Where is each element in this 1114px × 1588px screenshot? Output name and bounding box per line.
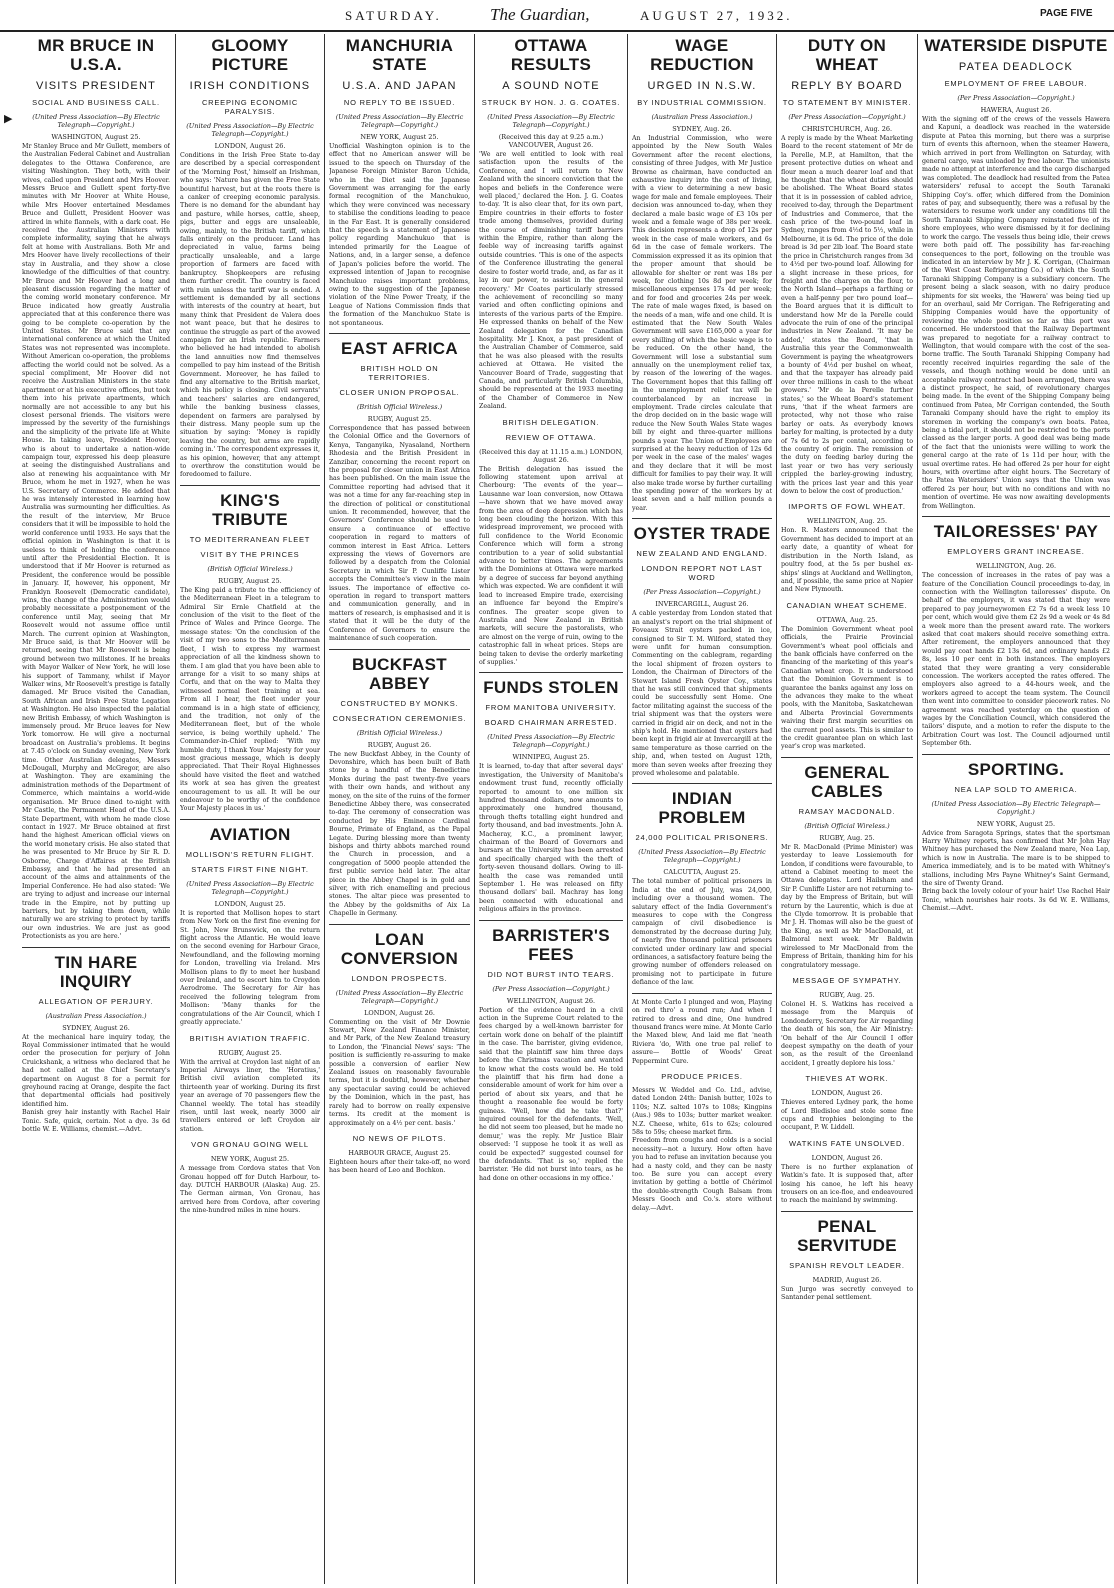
article-gloomy-picture [180, 36, 320, 480]
article-dateline: RUGBY, August 26. [367, 740, 432, 749]
article-source: (United Press Association—By Electric Telegraph—Copyright.) [335, 988, 464, 1005]
section-divider [180, 485, 320, 486]
article-subheading: STRUCK BY HON. J. G. COATES. [481, 98, 621, 107]
section-divider [781, 757, 913, 758]
advertisement: Freedom from coughs and colds is a social necessity—not a luxury. How often have you had to refuse an invitation because you had a nasty cold, and they can be nasty too. Be sure you can accept every invitation by getting a bottle of Chérimol the double-strength Cough Balsam from Messrs Gooch and Co.'s. store without delay.—Advt. [632, 1137, 772, 1212]
article-body: Hon. R. Masters announced that the Government has decided to import at an early date, a quantity of wheat for distribution in the North Island, as poultry food, at the 5s per bushel ex-ships' slings at Auckland and Wellington, and, if possible, the same price at Napier and New Plymouth. [781, 527, 913, 594]
article-headline: TIN HARE INQUIRY [54, 952, 138, 991]
article-body: With the signing off of the crews of the vessels Hawera and Kapuni, a deadlock was reached in the waterside dispute at Patea this morning, but there was a surprise turn of events this afternoon, when the steamer Hawera, which arrived in port from Wellington on Saturday, with general cargo, was unloaded by free labour. The unionists made no attempt at interference and the cargo discharged was completed. The deadlock had resulted from the Patea watersiders' refusal to accept the South Taranaki Shipping Coy's. offer, which differed from the Dominion rates of pay, and subsequently, there was a refusal by the watersiders to resume work under any conditions till the South Taranaki Shipping Company reinstated five of its shore employees, who were dismissed by it for declining to work the cargo. The vessels thus being idle, their crews were both paid off. The possibility has far-reaching consequences to the port, following on the trouble was indicated in an interview by Mr J. K. Corrigan, (Chairman of the West Coast Refrigerating Co.) of which the South Taranaki Shipping Company is a subsidiary concern. The present being a slack season, with no dairy produce shipments for six weeks, the 'Hawera' was being tied up for an overhaul, said Mr Corrigan. The Refrigerating and Shipping Companies would have the opportunity of reviewing the whole position so far as this port was concerned. He understood that the Railway Department was prepared to negotiate for a railway contract to Wellington, that would compare with the cost of the sea-borne traffic. The South Taranaki Shipping Company had recently received inquiries regarding the sale of the vessels, and though nothing would be done until an acceptable railway contract had been arranged, there was a distinct prospect, he said, of revolutionary charges being made. In the event of the Shipping Company being continued from Patea, Mr Corrigan contended, the South Taranaki Company should have the right to employ its storemen in working the company's own boats. Patea, being a tidal port, it should not be restricted to the ports classed as the larger ports. A good deal was being made of the fact that the unionists were willing to work the general cargo at the rate of 1s 11d per hour, with the usual overtime rates. He had offered 2s per hour for eight hours, with overtime after eight hours. The Secretary of the Patea Watersiders' Union says that the Union was offered 2s per hour, but with no conditions and with no mention of overtime. He was now awaiting developments from Wellington. [922, 116, 1110, 510]
article-dateline: MADRID, August 26. [812, 1275, 882, 1284]
article-subheading: NO REPLY TO BE ISSUED. [343, 98, 456, 107]
article-subheading: CANADIAN WHEAT SCHEME. [786, 600, 908, 610]
article-body: The new Buckfast Abbey, in the County of Devonshire, which has been built of Bath stone by a handful of the Benedictine Monks during the past twenty-five years with their own hands, and without any money, on the site of the ruins of the former Benedictine Abbey there, was consecrated to-day. The ceremony of consecration was conducted by His Eminence Cardinal Bourne, Primate of England, as the Papal Legate. During blessing more than twenty bishops and thirty abbots marched round the Church in procession, and a congregation of 5000 people attended the first public service held later. The altar piece in the Abbey Chapel is in gold and silver, with rich enamelling and precious stones. The altar piece was presented to the Abbey by the goldsmiths of Aix La Chapelle in Germany. [329, 750, 470, 918]
article-subheading: SOCIAL AND BUSINESS CALL. [32, 98, 160, 107]
article-subheading: REVIEW OF OTTAWA. [505, 432, 597, 442]
article-dateline: NEW YORK, August 25. [976, 819, 1056, 828]
article-dateline: WASHINGTON, August 25. [51, 133, 141, 141]
article-dateline: LONDON, August 25. [214, 899, 286, 908]
column-rule [175, 34, 176, 1584]
article-source: (United Press Association—By Electric Telegraph—Copyright.) [32, 113, 160, 129]
article-subheading: NEW ZEALAND AND ENGLAND. [636, 549, 768, 559]
article-subheading: LONDON REPORT NOT LAST WORD [641, 564, 763, 583]
article-body: Messrs W. Weddel and Co. Ltd., advise, dated London 24th: Danish butter, 102s to 110s; N.Z. salted 107s to 108s; Kingpins (Aus.) 98s to 103s; butter market weaker. N.Z. Cheese, white, 61s to 62s; coloured 58s to 59s; cheese market firm. [632, 1086, 772, 1136]
article-source: (Per Press Association—Copyright.) [643, 588, 761, 597]
article-source: (Per Press Association—Copyright.) [788, 113, 906, 121]
article-dateline: RUGBY, Aug. 25. [819, 990, 875, 999]
article-source: (Australian Press Association.) [651, 113, 753, 121]
article-source: (British Official Wireless.) [207, 564, 293, 573]
article-dateline: (Received this day at 9.25 a.m.) VANCOUVER, August 26. [498, 133, 604, 149]
article-dateline: LONDON, August 26. [811, 1153, 883, 1162]
article-subheading: CLOSER UNION PROPOSAL. [339, 387, 460, 397]
article-subheading: TO MEDITERRANEAN FLEET [189, 534, 311, 544]
advertisement: Banish grey hair instantly with Rachel Hair Tonic. Safe, quick, certain. Not a dye. 3s 6d bottle W. E. Williams, chemist.—Advt. [22, 1109, 170, 1134]
article-dateline: (Received this day at 11.15 a.m.) LONDON, August 26. [479, 447, 623, 464]
article-subheading: CREEPING ECONOMIC PARALYSIS. [201, 98, 299, 116]
article-subheading: REPLY BY BOARD [791, 80, 903, 92]
article-dateline: SYDNEY, August 26. [62, 1023, 130, 1032]
article-dateline: LONDON, August 26. [214, 142, 286, 150]
article-dateline: HARBOUR GRACE, August 25. [348, 1148, 451, 1157]
article-dateline: LONDON, August 26. [811, 1089, 883, 1098]
section-divider [329, 924, 470, 925]
section-divider [632, 783, 772, 784]
article-sporting [922, 760, 1110, 914]
article-dateline: WELLINGTON, August 26. [506, 996, 596, 1005]
article-subheading: NO NEWS OF PILOTS. [352, 1133, 447, 1143]
article-body: An Industrial Commission, who were appointed by the New South Wales Government after the recent elections, consisting of three Judges, with Mr Justice Browne as chairman, have conducted an exhaustive inquiry into the cost of living, with a view to determining a new basic wage for male and female employees. Their decision was announced to-day, when they declared a male basic wage of £3 10s per week and a female wage of 38s per week. This decision represents a drop of 12s per week in the case of male workers, and 6s 6d in the case of female workers. The Commission expressed it as its opinion that the proper amount that should be allowable for shelter or rent was 18s per week, for clothing 10s 8d per week; for miscellaneous expenses 17s 4d per week; and for food and groceries 24s per week. The rate of male wages fixed, is based on the needs of a man, wife and one child. It is estimated that the New South Wales Government will save £165,000 a year for every shilling of which the basic wage is to be reduced. On the other hand, the Government will lose a substantial sum annually on the unemployment relief tax, by reason of the lowering of the wages. The Government hopes that this falling off in the unemployment relief tax will be counterbalanced by an increase in employment. Trade circles calculate that the drop decided on in the basic wage will reduce the New South Wales State wages bill by eight and three-quarter millions pounds a year. The Union of Employees are surprised at the heavy reduction of 12s 6d per week in the case of the males' wages and they declare that it will be most difficult for families to pay their way. It will also make trade worse by further curtailing the spending power of the workers by at least seven and a half million pounds a year. [632, 135, 772, 512]
article-dateline: INVERCARGILL, August 26. [655, 600, 749, 609]
article-subheading: URGED IN N.S.W. [647, 80, 757, 92]
article-body: Advice from Saragota Springs, states that the sportsman Harry Whitney reports, has confirmed that Mr John Hay Whitney has purchased the New Zealand mare, Nea Lap, which is now in Australia. The mare is to be shipped to America immediately, and is to be mated with Whitney's stallions, including Mrs Payne Whitney's Saint Germand, the sire of Twenty Grand. [922, 829, 1110, 888]
section-divider [329, 649, 470, 650]
article-bruce-usa [22, 36, 170, 942]
section-divider [922, 754, 1110, 755]
article-body: There is no further explanation of Watkin's fate. It is supposed that, after losing his canoe, he left his heavy trousers on an ice-floe, and endeavoured to reach the mainland by swimming. [781, 1163, 913, 1205]
article-body: It is learned, to-day that after several days' investigation, the University of Manitoba's endowment trust fund, recently officially reported to amount to one million six hundred thousand dollars, now amounts to approximately one hundred thousand, through thefts totalling eight hundred and forty thousand, and bad investments. John A. Macheray, K.C., a prominent lawyer, chairman of the Board of Governors and bursars at the University has been arrested and specifically charged with the theft of forty-seven thousand dollars. Owing to ill-health the case was remanded until September 1. He was released on fifty thousand dollars' bail. Machray has long been connected with educational and religious affairs in the province. [479, 763, 623, 914]
article-subheading: U.S.A. AND JAPAN [342, 80, 457, 92]
section-divider [180, 819, 320, 820]
article-headline: WAGE REDUCTION [650, 36, 754, 74]
article-aviation [180, 825, 320, 1216]
column-6 [781, 34, 913, 1582]
article-dateline: RUGBY, August 25. [218, 1048, 282, 1057]
article-subheading: CONSECRATION CEREMONIES. [332, 713, 467, 723]
masthead-date: AUGUST 27, 1932. [640, 8, 793, 23]
article-headline: DUTY ON WHEAT [807, 36, 887, 74]
section-divider [22, 947, 170, 948]
article-general-cables [781, 763, 913, 1206]
article-headline: BARRISTER'S FEES [492, 925, 610, 964]
article-dateline: RUGBY, Aug. 25. [819, 833, 875, 842]
section-divider [922, 516, 1110, 517]
margin-pointer-icon: ▶ [4, 112, 13, 125]
article-dateline: OTTAWA, Aug. 25. [816, 615, 878, 624]
article-headline: GLOOMY PICTURE [211, 36, 289, 74]
article-subheading: IRISH CONDITIONS [189, 80, 311, 92]
article-subheading: WATKINS FATE UNSOLVED. [788, 1138, 906, 1148]
article-body: The British delegation has issued the following statement upon arrival at Cherbourg: 'The events of the year—Lausanne war loan conversion, now Ottawa—have shown that we have moved away from the area of deep depression which has long been clouding the horizon. With this widespread improvement, we proceed with full confidence to the World Economic Conference which will form a strong contribution to a year of solid substantial advance to better times. The agreements with the Dominions at Ottawa were marked by a degree of success far beyond anything which was expected. We are confident it will lead to increased Empire trade, exercising an influence far beyond the Empire's confines. The greater scope given to Australia and New Zealand in British markets, will secure the pastoralists, who are almost on the verge of ruin, owing to the catastrophic fall in wheat prices. Steps are being taken to devise the orderly marketing of supplies.' [479, 465, 623, 666]
article-body: Mr R. MacDonald (Prime Minister) was yesterday to leave Lossiemouth for London, if conditions were favourable, to attend a Cabinet meeting to meet the Ottawa delegates. Lord Hailsham and Sir P. Cunliffe Lister are not returning to-day by the Empress of Britain, but will return by the Laurentic, which is due at the Clyde tomorrow. It is probable that Mr J. H. Thomas will also be the guest of the King, as well as Mr MacDonald, at Balmoral next week. Mr Baldwin wirelessed to Mr MacDonald from the Empress of Britain, thanking him for his congratulatory message. [781, 843, 913, 969]
article-loan-conversion [329, 930, 470, 1176]
article-body: Portion of the evidence heard in a civil action in the Supreme Court related to the fees charged by a well-known barrister for certain work done on behalf of the plaintiff in the case. The barrister, giving evidence, said that the plaintiff saw him three days before the Christmas vacation and wanted to know what the costs would be. He told the plaintiff that his firm had done a considerable amount of work for him over a period of about six years, and that he thought a reasonable fee would be forty guineas. 'Well, how did he take that?' inquired counsel for the defendants. 'Well, he did not seem too pleased, but he made no demur,' was the reply. Mr Justice Blair observed: 'I suppose he took it as well as could be expected?' suggested counsel for the defendants. 'That is so,' replied the barrister. 'He did not burst into tears, as he had done on other occasions in my office.' [479, 1006, 623, 1182]
article-subheading: FROM MANITOBA UNIVERSITY. [485, 703, 617, 713]
newspaper-title: The Guardian, [490, 5, 590, 24]
article-source: (British Official Wireless.) [804, 821, 890, 830]
article-duty-on-wheat [781, 36, 913, 752]
article-dateline: WELLINGTON, Aug. 25. [806, 517, 888, 526]
article-manchuria [329, 36, 470, 328]
section-divider [479, 672, 623, 673]
article-subheading: ALLEGATION OF PERJURY. [38, 996, 154, 1006]
article-headline: AVIATION [209, 824, 291, 844]
article-penal-servitude [781, 1217, 913, 1303]
article-subheading: LONDON PROSPECTS. [351, 973, 448, 983]
article-body: The total number of political prisoners in India at the end of July, was 24,000, including over a thousand women. The salutary effect of the India Government's measures to cope with the Congress campaign of civil disobedience is demonstrated by the decrease during July, of nearly five thousand political prisoners convicted under ordinary law and special ordinances, a satisfactory feature being the growing number of offenders released on promising not to participate in future defiance of the law. [632, 878, 772, 987]
article-subheading: VISITS PRESIDENT [35, 80, 157, 92]
article-subheading: IMPORTS OF FOWL WHEAT. [788, 502, 906, 512]
article-headline: FUNDS STOLEN [483, 678, 619, 698]
article-body: 'We are well entitled to look with real satisfaction upon the results of the Conference, and I will return to New Zealand with the sincere conviction that the hopes and beliefs in the Conference were well placed,' declared the Hon. J. G. Coates to-day. 'It is also clear that, for its own part, Empire countries in their efforts to foster trade among themselves, provided during the course of diminishing tariff barriers within the Empire, rather than along the feeble way of increasing tariffs against outside countries. 'This is one of the aspects of the Conference illustrating the general desire to foster world trade, and, as far as it lay in our power, to assist in the general recovery.' Mr Coates particularly stressed the achievement of reconciling so many varied and often conflicting opinions and interests of the various parts of the Empire. He expressed thanks on behalf of the New Zealand delegation for the Canadian hospitality. Mr J. Knox, a past president of the Australian Chamber of Commerce, said that he was also pleased with the results achieved at Ottawa. He visited the Vancouver Board of Trade, suggesting that Canada, and particularly British Columbia, should be represented at the 1933 meeting of the Chamber of Commerce in New Zealand. [479, 151, 623, 411]
article-source: (Per Press Association—Copyright.) [957, 94, 1075, 102]
article-subheading: 24,000 POLITICAL PRISONERS. [635, 833, 769, 843]
column-1 [22, 34, 170, 1582]
article-body: Colonel H. S. Watkins has received a message from the Marquis of Londonderry, Secretary for Air regarding the death of his son, the Air Ministry: 'On behalf of the Air Council I offer deepest sympathy on the death of your son, as the result of the Greenland accident, I greatly deplore his loss.' [781, 1000, 913, 1067]
section-divider [329, 333, 470, 334]
article-headline: MR BRUCE IN U.S.A. [37, 36, 155, 74]
article-indian-problem [632, 789, 772, 1213]
article-subheading: DID NOT BURST INTO TEARS. [487, 969, 615, 979]
article-body: The King paid a tribute to the efficiency of the Mediterranean Fleet in a telegram to Admiral Sir Ernle Chatfield at the conclusion of the visit to the fleet of the Prince of Wales and Prince George. The message states: 'On the conclusion of the visit of my two sons to the Mediterranean fleet, I wish to express my warmest appreciation of all the kindness shown to them. I am glad that you have been able to arrange for a visit to so many ships at Corfu, and that on the way to Malta they witnessed normal fleet training at sea. From all I hear, the fleet under your command is in a high state of efficiency, and the tradition, not only of the Mediterranean fleet, but of the whole service, is being worthily upheld.' The Commander-in-Chief replied: 'With my humble duty, I thank Your Majesty for your most gracious message, which is deeply appreciated. That Their Royal Highnesses should have visited the fleet and watched its work at sea has given the greatest encouragement to us all. It will be our endeavour to be worthy of the confidence Your Majesty places in us.' [180, 586, 320, 813]
article-headline: MANCHURIA STATE [345, 36, 454, 74]
article-body: A reply is made by the Wheat Marketing Board to the recent statement of Mr de la Perelle, M.P., at Hamilton, that the present protective duties on wheat and flour mean a much dearer loaf and that he thought that the wheat duties should be abolished. The Wheat Board states that it is in possession of cabled advice, received to-day, through the Department of Industries and Commerce, that the cash price of the two-pound loaf in Sydney, ranges from 4½d to 5½, while in Melbourne, it is 6d. The price of the dole bread is 3d per 2lb loaf. The Board state the price in Christchurch ranges from 3d to 4½d per two-pound loaf. Allowing for a slight increase in these prices, for freight and the charges on the flour, to the North Island—perhaps a farthing or even a half-penny per two pound loaf—the Board argues that it is difficult to understand how Mr de la Perelle could advocate the ruin of one of the principal industries in New Zealand. 'It may be added,' states the Board, 'that in Australia this year the Commonwealth Government is paying the wheatgrowers a bounty of 4½d per bushel on wheat, and that the taxpayer has already paid over three millions in cash to the wheat growers.' 'Mr de la Perelle further states,' so the Wheat Board's statement runs, 'that if the wheat farmers are protected, why not those who raise barley or oats. As everybody knows barley for malting, is protected by a duty of 7s 6d to 2s per cental, according to the country of origin. The remission of the duty on feeding barley during the last year or two has very seriously crippled the barley-growing industry, with the prices last year and this year down to below the cost of production.' [781, 135, 913, 496]
column-rule [776, 34, 777, 1584]
article-dateline: CHRISTCHURCH, Aug. 26. [801, 125, 893, 133]
article-funds-stolen [479, 678, 623, 914]
advertisement: Bring back the lovely colour of your hair! Use Rachel Hair Tonic, which nourishes hair roots. 3s 6d W. E. Williams, Chemist.—Advt. [922, 888, 1110, 913]
article-subheading: BRITISH AVIATION TRAFFIC. [189, 1033, 311, 1043]
article-subheading: MOLLISON'S RETURN FLIGHT. [185, 849, 315, 859]
article-headline: LOAN CONVERSION [340, 929, 459, 968]
article-headline: OYSTER TRADE [633, 524, 771, 544]
article-body: It is reported that Mollison hopes to start from New York on the first fine evening for St. John, New Brunswick, on the return flight across the Atlantic. He would leave on the second evening for Harbour Grace, Newfoundland, and the following morning for London, travelling via Ireland. Mrs Mollison plans to fly to meet her husband over Ireland, and to escort him to Croydon Aerodrome. The Secretary for Air has received the following telegram from Mollison: 'Many thanks for the congratulations of the Air Council, which I greatly appreciate.' [180, 909, 320, 1027]
section-divider [632, 993, 772, 994]
article-subheading: BRITISH DELEGATION. [502, 417, 600, 427]
article-dateline: NEW YORK, August 25. [360, 133, 439, 141]
article-headline: INDIAN PROBLEM [658, 789, 746, 828]
article-headline: BUCKFAST ABBEY [352, 654, 447, 693]
article-source: (United Press Association—By Electric Telegraph—Copyright.) [186, 122, 314, 138]
column-3 [329, 34, 470, 1582]
article-subheading: EMPLOYMENT OF FREE LABOUR. [944, 79, 1088, 88]
column-5 [632, 34, 772, 1582]
page-number: PAGE FIVE [1040, 8, 1093, 19]
article-body: Eighteen hours after their take-off, no word has been heard of Leo and Bochkon. [329, 1158, 470, 1175]
article-subheading: SPANISH REVOLT LEADER. [789, 1260, 905, 1270]
column-rule [917, 34, 918, 1584]
article-body: The Dominion Government wheat pool officials, the Prairie Provincial Government's wheat pool officials and the bank officials have conferred on the financing of the marketing of this year's Canadian wheat crop. It is understood that the Dominion Government is to guarantee the banks against any loss on the advances they make to the wheat pools, with the Manitoba, Saskatchewan and Alberta Provincial Governments waiving their first margin securities on the current pool assets. This is similar to the credit guarantee plan on which last year's crop was marketed. [781, 625, 913, 751]
article-headline: WATERSIDE DISPUTE [924, 36, 1108, 55]
article-body: At the mechanical hare inquiry today, the Royal Commissioner intimated that he would order the prosecution for perjury of John Cruickshank, a witness who declared that he had not called at the Chief Secretary's department on August 8 for a permit for greyhound racing at Orange, despite the fact that departmental officials had positively identified him. [22, 1033, 170, 1108]
article-subheading: TO STATEMENT BY MINISTER. [782, 98, 912, 107]
article-source: (United Press Association—By Electric Telegraph—Copyright.) [487, 113, 615, 129]
article-source: (Per Press Association—Copyright.) [492, 984, 610, 993]
article-buckfast-abbey [329, 655, 470, 919]
article-source: (United Press Association—By Electric Telegraph—Copyright.) [186, 879, 314, 896]
article-body: With the arrival at Croydon last night of an Imperial Airways liner, the 'Horatius,' British civil aviation completed its thirteenth year of working. During its first year an average of 70 passengers flew the Channel weekly. The total has steadily risen, until last week, nearly 3000 air travellers entered or left Croydon air station. [180, 1058, 320, 1133]
article-subheading: BY INDUSTRIAL COMMISSION. [637, 98, 767, 107]
article-headline: PENAL SERVITUDE [797, 1216, 897, 1255]
advertisement-verse: At Monte Carlo I plunged and won, Playing on red thro' a round run; And when I retired to dress and dine, One hundred thousand francs were mine. At Monte Carlo the Maxed blew, And laid me flat 'neath Riviera 'do, With one true pal relief to assure— Bottle of Woods' Great Peppermint Cure. [632, 998, 772, 1065]
article-kings-tribute [180, 491, 320, 814]
column-7 [922, 34, 1110, 1582]
article-subheading: RAMSAY MACDONALD. [798, 806, 896, 816]
article-source: (United Press Association—By Electric Telegraph—Copyright.) [487, 733, 615, 750]
article-body: Unofficial Washington opinion is to the effect that no American answer will be issued to the speech on Thursday of the Japanese Foreign Minister Baron Uchida, who in the Diet said the Japanese Government was arranging for the early formal recognition of the Manchukuo, which they were convinced was necessary to stabilise the conditions leading to peace in the Far East. It is generally considered that the speech is a statement of Japanese policy regarding Manchukuo that is intended primarily for the League of Nations, and, in a larger sense, a defence of Japan's policies before the world. The expressed intention of Japan to recognise Manchukuo raises important problems, owing to the suggestion of the Japanese violation of the Nine Power Treaty, if the League of Nations Commission finds that the formation of the Manchukuo State is not spontaneous. [329, 143, 470, 327]
article-east-africa [329, 339, 470, 644]
article-source: (British Official Wireless.) [356, 728, 443, 737]
article-tailoresses-pay [922, 522, 1110, 749]
masthead-day: SATURDAY. [345, 8, 442, 23]
article-subheading: NEA LAP SOLD TO AMERICA. [954, 784, 1078, 794]
article-body: Commenting on the visit of Mr Downie Stewart, New Zealand Finance Minister, and Mr Park, of the New Zealand treasury to London, the 'Financial News' says: 'The position is sufficiently re-assuring to make possible a conversion of earlier New Zealand issues on reasonably favourable terms, but it is doubtful, however, whether any spectacular saving could be achieved by the Dominion, which in the past, has rarely had to borrow on really expensive terms. Its credit at the moment is approximately on a 4½ per cent. basis.' [329, 1018, 470, 1127]
article-body: Mr Stanley Bruce and Mr Gullett, members of the Australian Federal Cabinet and Australian delegates to the Ottawa Conference, are visiting Washington. They both, with their wives, called upon President and Mrs Hoover. Messrs Bruce and Gullett spent forty-five minutes with Mr Hoover at White House, while Mrs Hoover entertained Mesdames Bruce and Gullett, President Hoover was attired in white flannels, with a dark coat. He received the Australian Ministers with complete informality, saying that he always felt at home with Australians. Both Mr and Mrs Hoover have lively recollections of their stay in Australia, and they show a close knowledge of the difficulties of that country. Mr Bruce and Mr Hoover had a long and pleasant discussion regarding the matter of the coming world monetary conference. Mr Bruce indicated how greatly Australia appreciated that at this conference there was going to be complete co-operation by the United States. Mr Bruce said that any international conference at which the United States was not represented was incomplete. Without American co-operation, the problems affecting the world could not be solved. As a special compliment, Mr Hoover did not receive the Australian Ministers in the state apartment or at his executive offices, but took them into his private apartments, which normally are not accessible to any but his closest personal friends. The visitors were impressed by the severity of the furnishings and the simplicity of the private life at White House. In taking leave, President Hoover, who is about to undertake a nation-wide campaign tour, expressed his deep pleasure at seeing the distinguished Australians and also at renewing his acquaintance with Mr Bruce, whom he met in 1927, when he was U.S. Secretary of Commerce. He added that he was intensely interested in learning how Australia was surmounting her difficulties. As the result of the interview, Mr Bruce considers that it will be impossible to hold the world conference until 1933. He says that the official opinion in Washington is that it is useless to think of holding the conference until after the Presidential Election. It is understood that if Mr Hoover is returned as President, the conference would be possible in January. If, however, his opponent, Mr Franklyn Roosevelt (Democratic candidate), wins, the change of the Administration would probably necessitate a postponement of the conference until May, seeing that Mr Roosevelt would not assume office until March. The current opinion at Washington, Mr Bruce said, is that Mr Hoover will be returned, seeing that Mr Roosevelt is being ground between two millstones. If he breaks with Mayor Walker of New York, he will lose his support of Tammany, whilst if Mayor Walker wins, Mr Roosevelt's prestige is fatally damaged. Mr Bruce visited the Canadian, South African and Irish Free State Legation at Washington. He also inspected the palatial new British Embassy, of which Washington is immensely proud. Mr Bruce leaves for New York tomorrow. He will give a nocturnal broadcast on Australia's problems. It begins at 7.45 o'clock on Sunday evening, New York time. Other Australian delegates, Messrs McDougall, Murphy and McGregor, are also at Washington. They are examining the administration methods of the Department of Commerce, which maintains a world-wide organisation. Mr Bruce dined to-night with Mr Castle, the Permanent Head of the U.S.A. State Department, with whom he made close contact in 1927. Mr Bruce obtained at first hand the highest American official views on the world monetary crisis. He also stated that he was presented to Mr Bruce by Sir R. D. Osborne, Charge d'Affaires at the British Embassy, and that he had presented an account of the aims and attainments of the Imperial Conference. He had also stated: 'We are trying to adjust and increase our internal trade in the Empire, not by putting up barriers, but by taking them down, while naturally we are striving to protect by tariffs our own industries. We are just as good Protectionists as you are here.' [22, 143, 170, 941]
column-2 [180, 34, 320, 1582]
article-oyster-trade [632, 524, 772, 778]
section-divider [781, 1211, 913, 1212]
article-waterside-dispute [922, 36, 1110, 511]
article-body: The concession of increases in the rates of pay was a feature of the Conciliation Council proceedings to-day, in connection with the Wellington tailoresses' dispute. On behalf of the employers, it was stated that they were prepared to pay journeywomen £2 7s 6d a week less 10 per cent, which would give them £2 2s 9d a week or 4s 8d a week more than the present award rate. The workers asked that coat makers should receive something extra. After retirement, the employers announced that they would pay coat hands £2 13s 6d, and ordinary hands £2 8s, less 10 per cent in both instances. The employers stated that they were granting a very considerable concession. The workers accepted the rates offered. The employers also agreed to a 44-hours week, and the workers agreed to accept the team system. The Council then went into committee to consider piecework rates. No agreement was reached yesterday on the question of wages by the Conciliation Council, which considered the tailors' dispute, and a motion to refer the dispute to the Arbitration Court was lost. The Council adjourned until September 6th. [922, 572, 1110, 748]
article-dateline: WELLINGTON, Aug. 26. [975, 562, 1057, 571]
column-rule [324, 34, 325, 1584]
article-tin-hare [22, 953, 170, 1135]
article-dateline: RUGBY, August 25. [218, 576, 282, 585]
article-subheading: THIEVES AT WORK. [805, 1074, 889, 1084]
article-headline: SPORTING. [967, 759, 1065, 779]
article-headline: EAST AFRICA [341, 338, 458, 358]
article-dateline: NEW YORK, August 25. [210, 1155, 290, 1164]
section-divider [479, 920, 623, 921]
article-source: (Australian Press Association.) [45, 1011, 147, 1020]
article-source: (United Press Association—By Electric Telegraph—Copyright.) [335, 113, 464, 129]
article-subheading: A SOUND NOTE [502, 80, 600, 92]
article-subheading: BRITISH HOLD ON TERRITORIES. [360, 363, 439, 382]
article-dateline: CALCUTTA, August 25. [663, 868, 741, 877]
column-4 [479, 34, 623, 1582]
article-subheading: VISIT BY THE PRINCES [200, 549, 300, 559]
article-dateline: SYDNEY, Aug. 26. [672, 125, 732, 133]
article-body: Correspondence that has passed between the Colonial Office and the Governors of Kenya, Tanganyika, Nyasaland, Northern Rhodesia and the British President in Zanzibar, concerning the recent report on the proposal for closer union in East Africa has been published. On the main issue the Committee reporting had advised that it was not a time for any far-reaching step in the direction of political or constitutional union. It recommended, however, that the Governors' Conference should be used to ensure a continuance of effective cooperation in regard to matters of common interest in East Africa. Letters expressing the views of Governors are followed by a despatch from the Colonial Secretary in which Sir P. Cunliffe Lister accepts the Committee's view in the main issues. The importance of effective co-operation in regard to transport matters and communication generally, and in matters of research, is emphasised and it is stated that it will be the duty of the Conference of Governors to ensure the maintenance of such cooperation. [329, 424, 470, 643]
article-subheading: MESSAGE OF SYMPATHY. [792, 975, 902, 985]
article-dateline: RUGBY, August 25. [367, 414, 432, 423]
article-subheading: PATEA DEADLOCK [958, 61, 1074, 73]
article-subheading: EMPLOYERS GRANT INCREASE. [947, 547, 1085, 557]
article-subheading: VON GRONAU GOING WELL [191, 1140, 309, 1150]
article-body: A message from Cordova states that Von Gronau hopped off for Dutch Harbour, to-day. DUTCH HARBOUR (Alaska) Aug. 25. The German airman, Von Gronau, has arrived here from Cordova, after covering the nine-hundred miles in nine hours. [180, 1165, 320, 1215]
article-source: (United Press Association—By Electric Telegraph—Copyright.) [931, 799, 1101, 816]
column-rule [474, 34, 475, 1584]
article-headline: KING'S TRIBUTE [212, 490, 288, 529]
article-source: (United Press Association—By Electric Telegraph—Copyright.) [638, 848, 766, 865]
article-dateline: LONDON, August 26. [364, 1008, 435, 1017]
article-body: Conditions in the Irish Free State to-day are described by a special correspondent of the 'Morning Post,' himself an Irishman, who says: 'Nature has given the Free State bountiful harvest, but at the roots there is a canker of creeping economic paralysis. There is no demand for the abundant hay and pasture, while horses, cattle, sheep, pigs, butter and eggs are unsaleable, owing, mainly, to the British tariff, which falls entirely on the producer. Land has depreciated in value, farms being practically unsaleable, and a large proportion of farmers are faced with bankruptcy. Shopkeepers are refusing them further credit. The country is faced with ruin unless the tariff war is ended. A settlement is demanded by all sections with interests of the country at heart, but many think that President de Valera does not want peace, but that he desires to continue the struggle as part of the avowed campaign for an Irish republic. Farmers who believed he had intended to abolish the land annuities now find themselves compelled to pay him instead of the British Government. Moreover, he has failed to find any alternative to the British market, which his policy is closing. Civil servants' and teachers' salaries are endangered, while the banking business classes, dependent on farmers are paralysed by their distress. Many people sum up the situation by saying: 'Money is rapidly leaving the country, but arms are rapidly coming in.' The correspondent expresses it, as his opinion, however, that any attempt to overthrow the constitution would be foredoomed to failure. [180, 152, 320, 479]
article-dateline: HAWERA, August 26. [980, 106, 1052, 114]
article-subheading: CONSTRUCTED BY MONKS. [340, 698, 459, 708]
article-subheading: PRODUCE PRICES. [661, 1071, 743, 1081]
article-headline: TAILORESSES' PAY [933, 522, 1099, 542]
article-barristers-fees [479, 926, 623, 1184]
article-subheading: STARTS FIRST FINE NIGHT. [191, 864, 309, 874]
article-ottawa-results [479, 36, 623, 667]
article-headline: OTTAWA RESULTS [510, 36, 592, 74]
article-body: Thieves entered Lydney park, the home of Lord Bledisloe and stole some fine cups and trophies belonging to the occupant, P. W. Liddell. [781, 1099, 913, 1132]
article-source: (British Official Wireless.) [356, 402, 443, 411]
section-divider [632, 518, 772, 519]
article-headline: GENERAL CABLES [804, 762, 890, 801]
article-subheading: BOARD CHAIRMAN ARRESTED. [484, 718, 618, 728]
article-wage-reduction [632, 36, 772, 513]
masthead [0, 0, 1114, 32]
article-body: Sun Jurgo was secretly conveyed to Santander penal settlement. [781, 1285, 913, 1302]
article-body: A cable yesterday from London stated that an analyst's report on the trial shipment of Foveaux Strait oysters packed in ice, consigned to Sir T. M. Wilford, stated they were unfit for human consumption. Commenting on the cablegram, regarding the local shipment of frozen oysters to London, the Chairman of Directors of the Stewart Island Fresh Oyster Coy., states that he was still convinced that shipments could be successfully sent Home. One factor militating against the success of the trial shipment was that the oysters were carried in frigid air on deck, and not in the ship's hold. He mentioned that oysters had been kept in frigid air at Invercargill at the same temperature as those carried on the ship, and, when tested on August 12th, more than seven weeks after freezing they proved wholesome and palatable. [632, 610, 772, 777]
column-rule [627, 34, 628, 1584]
article-dateline: WINNIPEG, August 25. [512, 753, 590, 762]
